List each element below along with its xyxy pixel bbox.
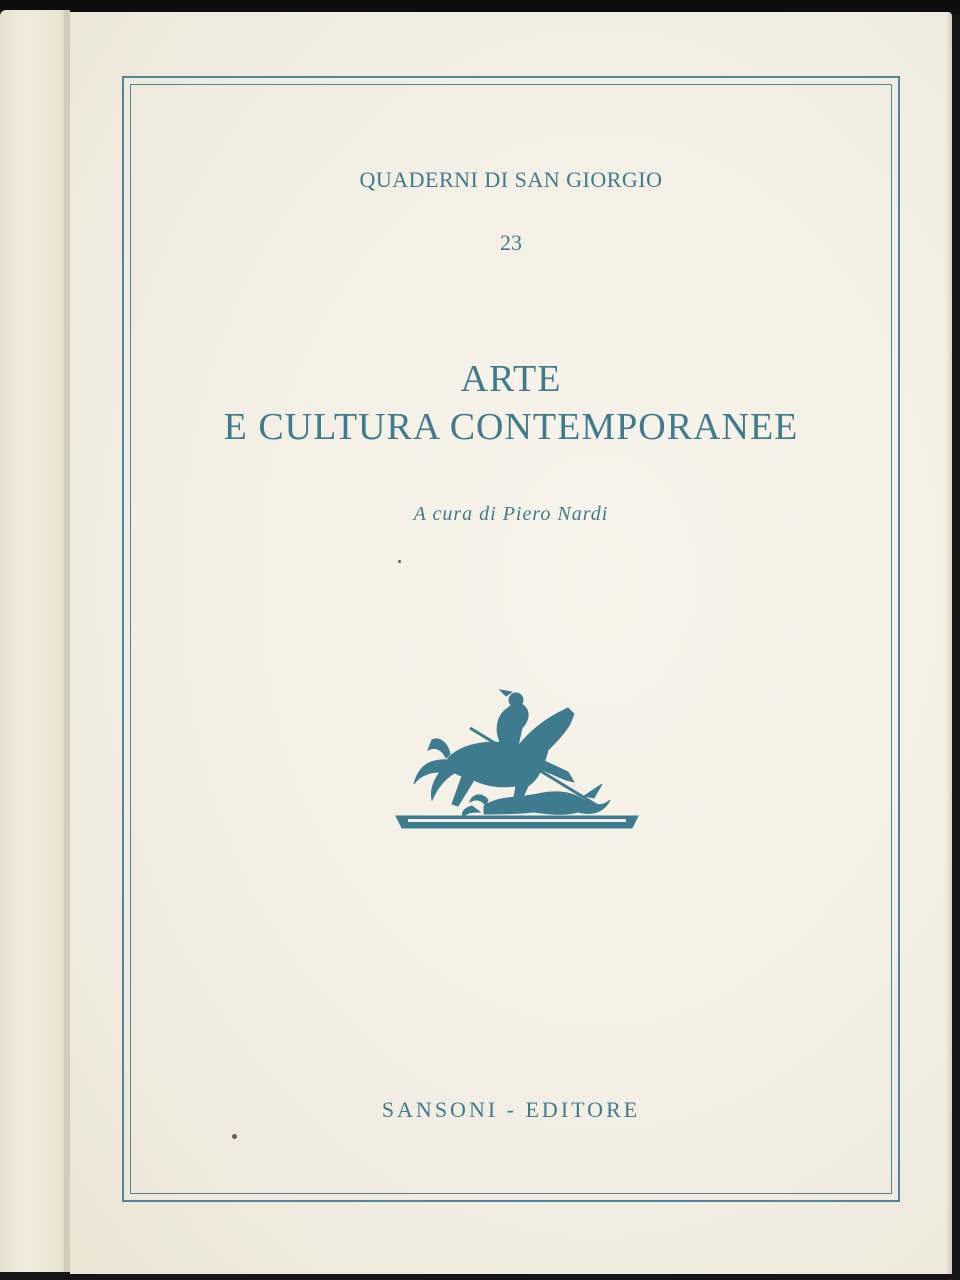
book-title-line-2: E CULTURA CONTEMPORANEE [223, 406, 799, 448]
book-spine [0, 10, 70, 1272]
st-george-and-dragon-icon [388, 688, 648, 848]
series-number: 23 [500, 230, 522, 255]
cover-edge [946, 12, 952, 1274]
book-cover [70, 12, 952, 1274]
book-title-line-1: ARTE [460, 358, 562, 400]
paper-speck [398, 560, 401, 563]
publisher-name: SANSONI - EDITORE [381, 1097, 641, 1122]
editor-credit: A cura di Piero Nardi [413, 503, 609, 525]
paper-speck [232, 1134, 237, 1139]
series-title: QUADERNI DI SAN GIORGIO [359, 167, 663, 192]
